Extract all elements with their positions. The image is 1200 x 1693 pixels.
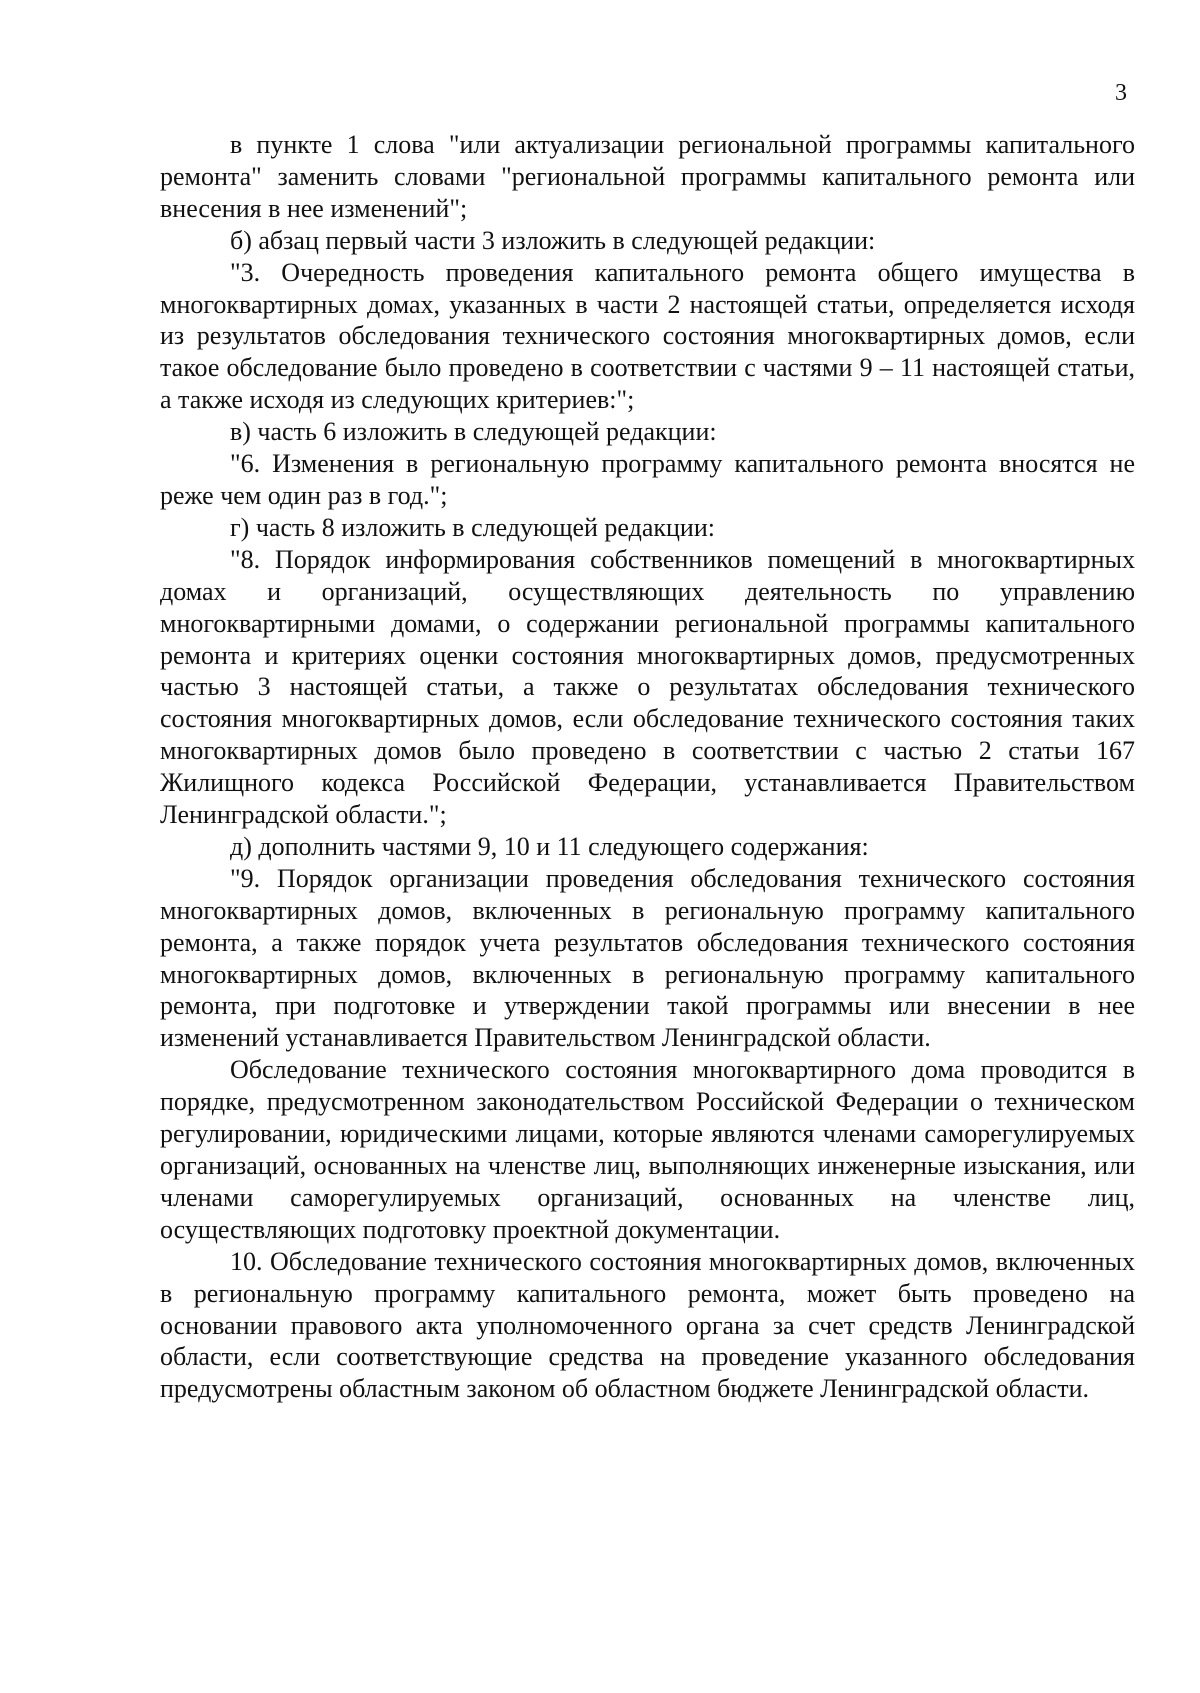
paragraph-6: г) часть 8 изложить в следующей редакции:: [230, 512, 715, 542]
document-body: [160, 129, 1135, 1405]
page-number: 3: [1115, 80, 1127, 106]
paragraph-2: б) абзац первый части 3 изложить в следующей редакции:: [230, 225, 876, 255]
paragraph-11: 10. Обследование технического состояния многоквартирных домов, включенных в региональную программу капитального ремонта, может быть проведено на основании правового акта уполномоченного органа за счет средств Ленинградской области, если соответствующие средства на проведение указанного обследования предусмотрены областным законом об областном бюджете Ленинградской области.: [160, 1246, 1135, 1404]
paragraph-1: в пункте 1 слова "или актуализации региональной программы капитального ремонта" заменить словами "региональной программы капитального ремонта или внесения в нее изменений";: [160, 130, 1135, 223]
paragraph-3: "3. Очередность проведения капитального ремонта общего имущества в многоквартирных домах, указанных в части 2 настоящей статьи, определяется исходя из результатов обследования технического состояния многоквартирных домов, если такое обследование было проведено в соответствии с частями 9 – 11 настоящей статьи, а также исходя из следующих критериев:";: [160, 257, 1135, 415]
paragraph-10: Обследование технического состояния многоквартирного дома проводится в порядке, предусмотренном законодательством Российской Федерации о техническом регулировании, юридическими лицами, которые являются членами саморегулируемых организаций, основанных на членстве лиц, выполняющих инженерные изыскания, или членами саморегулируемых организаций, основанных на членстве лиц, осуществляющих подготовку проектной документации.: [160, 1055, 1135, 1244]
paragraph-4: в) часть 6 изложить в следующей редакции:: [230, 417, 717, 447]
paragraph-7: "8. Порядок информирования собственников помещений в многоквартирных домах и организаций, осуществляющих деятельность по управлению многоквартирными домами, о содержании региональной программы капитального ремонта и критериях оценки состояния многоквартирных домов, предусмотренных частью 3 настоящей статьи, а также о результатах обследования технического состояния многоквартирных домов, если обследование технического состояния таких многоквартирных домов было проведено в соответствии с частью 2 статьи 167 Жилищного кодекса Российской Федерации, устанавливается Правительством Ленинградской области.";: [160, 544, 1135, 830]
paragraph-5: "6. Изменения в региональную программу капитального ремонта вносятся не реже чем один раз в год.";: [160, 449, 1135, 510]
paragraph-9: "9. Порядок организации проведения обследования технического состояния многоквартирных домов, включенных в региональную программу капитального ремонта, а также порядок учета результатов обследования технического состояния многоквартирных домов, включенных в региональную программу капитального ремонта, при подготовке и утверждении такой программы или внесении в нее изменений устанавливается Правительством Ленинградской области.: [160, 863, 1135, 1053]
paragraph-8: д) дополнить частями 9, 10 и 11 следующего содержания:: [230, 831, 869, 861]
